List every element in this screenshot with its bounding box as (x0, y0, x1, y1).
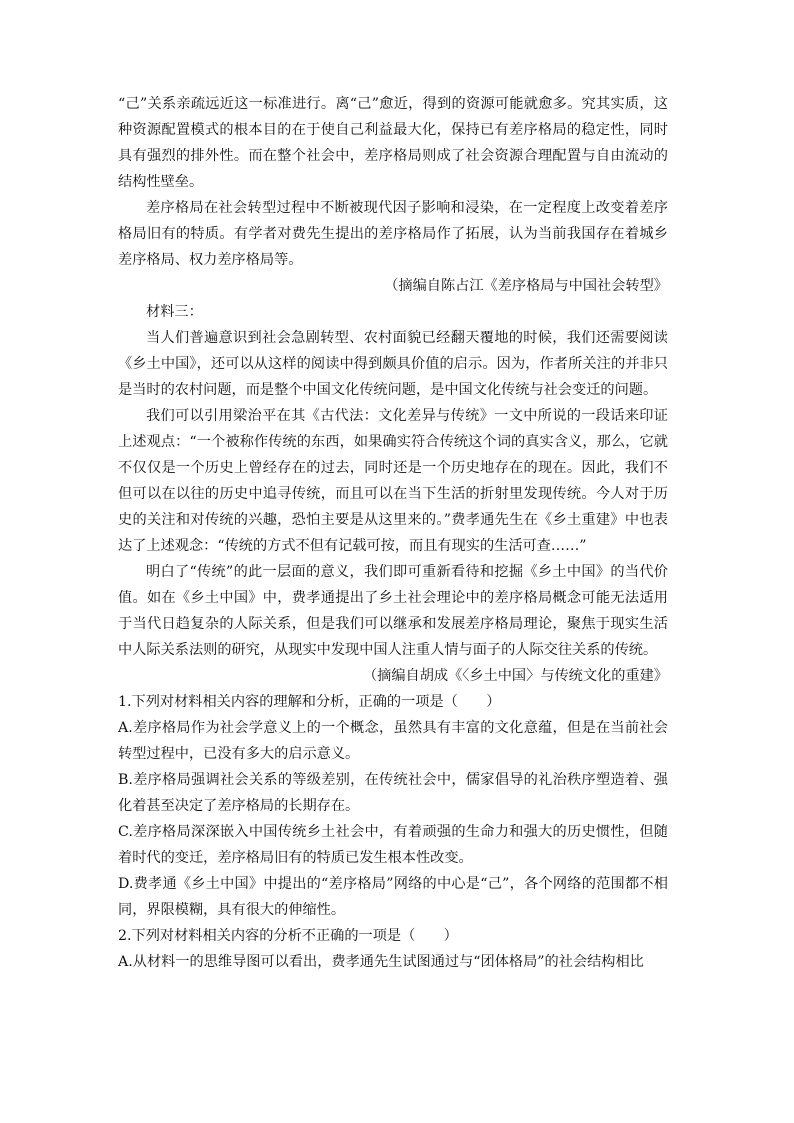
question-1-option-b: B.差序格局强调社会关系的等级差别，在传统社会中，儒家倡导的礼治秩序塑造着、强化着甚至决定了差序格局的长期存在。 (118, 772, 668, 814)
document-page (118, 91, 668, 975)
question-1-option-d: D.费孝通《乡土中国》中提出的“差序格局”网络的中心是“己”，各个网络的范围都不相同，界限模糊，具有很大的伸缩性。 (118, 876, 668, 918)
paragraph-5: 明白了“传统”的此一层面的意义，我们即可重新看待和挖掘《乡土中国》的当代价值。如在《乡土中国》中，费孝通提出了乡土社会理论中的差序格局概念可能无法适用于当代日趋复杂的人际关系，但是我们可以继承和发展差序格局理论，聚焦于现实生活中人际关系法则的研究，从现实中发现中国人注重人情与面子的人际交往关系的传统。 (118, 564, 668, 658)
paragraph-3: 当人们普遍意识到社会急剧转型、农村面貌已经翻天覆地的时候，我们还需要阅读《乡土中国》，还可以从这样的阅读中得到颇具价值的启示。因为，作者所关注的并非只是当时的农村问题，而是整个中国文化传统问题，是中国文化传统与社会变迁的问题。 (118, 330, 668, 398)
question-2-option-a: A.从材料一的思维导图可以看出，费孝通先生试图通过与“团体格局”的社会结构相比 (118, 954, 644, 970)
question-2-stem: 2.下列对材料相关内容的分析不正确的一项是（ ） (118, 928, 458, 944)
question-1-option-a: A.差序格局作为社会学意义上的一个概念，虽然具有丰富的文化意蕴，但是在当前社会转型过程中，已没有多大的启示意义。 (118, 720, 668, 762)
source-citation-1: （摘编自陈占江《差序格局与中国社会转型》 (384, 278, 668, 294)
material-3-label: 材料三： (146, 304, 203, 320)
source-citation-2: （摘编自胡成《〈乡土中国〉与传统文化的重建》 (362, 668, 668, 684)
paragraph-4: 我们可以引用梁治平在其《古代法：文化差异与传统》一文中所说的一段话来印证上述观点：“一个被称作传统的东西，如果确实符合传统这个词的真实含义，那么，它就不仅仅是一个历史上曾经存在的过去，同时还是一个历史地存在的现在。因此，我们不但可以在以往的历史中追寻传统，而且可以在当下生活的折射里发现传统。今人对于历史的关注和对传统的兴趣，恐怕主要是从这里来的。”费孝通先生在《乡土重建》中也表达了上述观念：“传统的方式不但有记载可按，而且有现实的生活可查……” (118, 408, 668, 554)
question-1-option-c: C.差序格局深深嵌入中国传统乡土社会中，有着顽强的生命力和强大的历史惯性，但随着时代的变迁，差序格局旧有的特质已发生根本性改变。 (118, 824, 668, 866)
paragraph-2: 差序格局在社会转型过程中不断被现代因子影响和浸染，在一定程度上改变着差序格局旧有的特质。有学者对费先生提出的差序格局作了拓展，认为当前我国存在着城乡差序格局、权力差序格局等。 (118, 200, 668, 268)
question-1-stem: 1.下列对材料相关内容的理解和分析，正确的一项是（ ） (118, 694, 501, 710)
paragraph-1: “己”关系亲疏远近这一标准进行。离“己”愈近，得到的资源可能就愈多。究其实质，这种资源配置模式的根本目的在于使自己利益最大化，保持已有差序格局的稳定性，同时具有强烈的排外性。而在整个社会中，差序格局则成了社会资源合理配置与自由流动的结构性壁垒。 (118, 96, 668, 190)
